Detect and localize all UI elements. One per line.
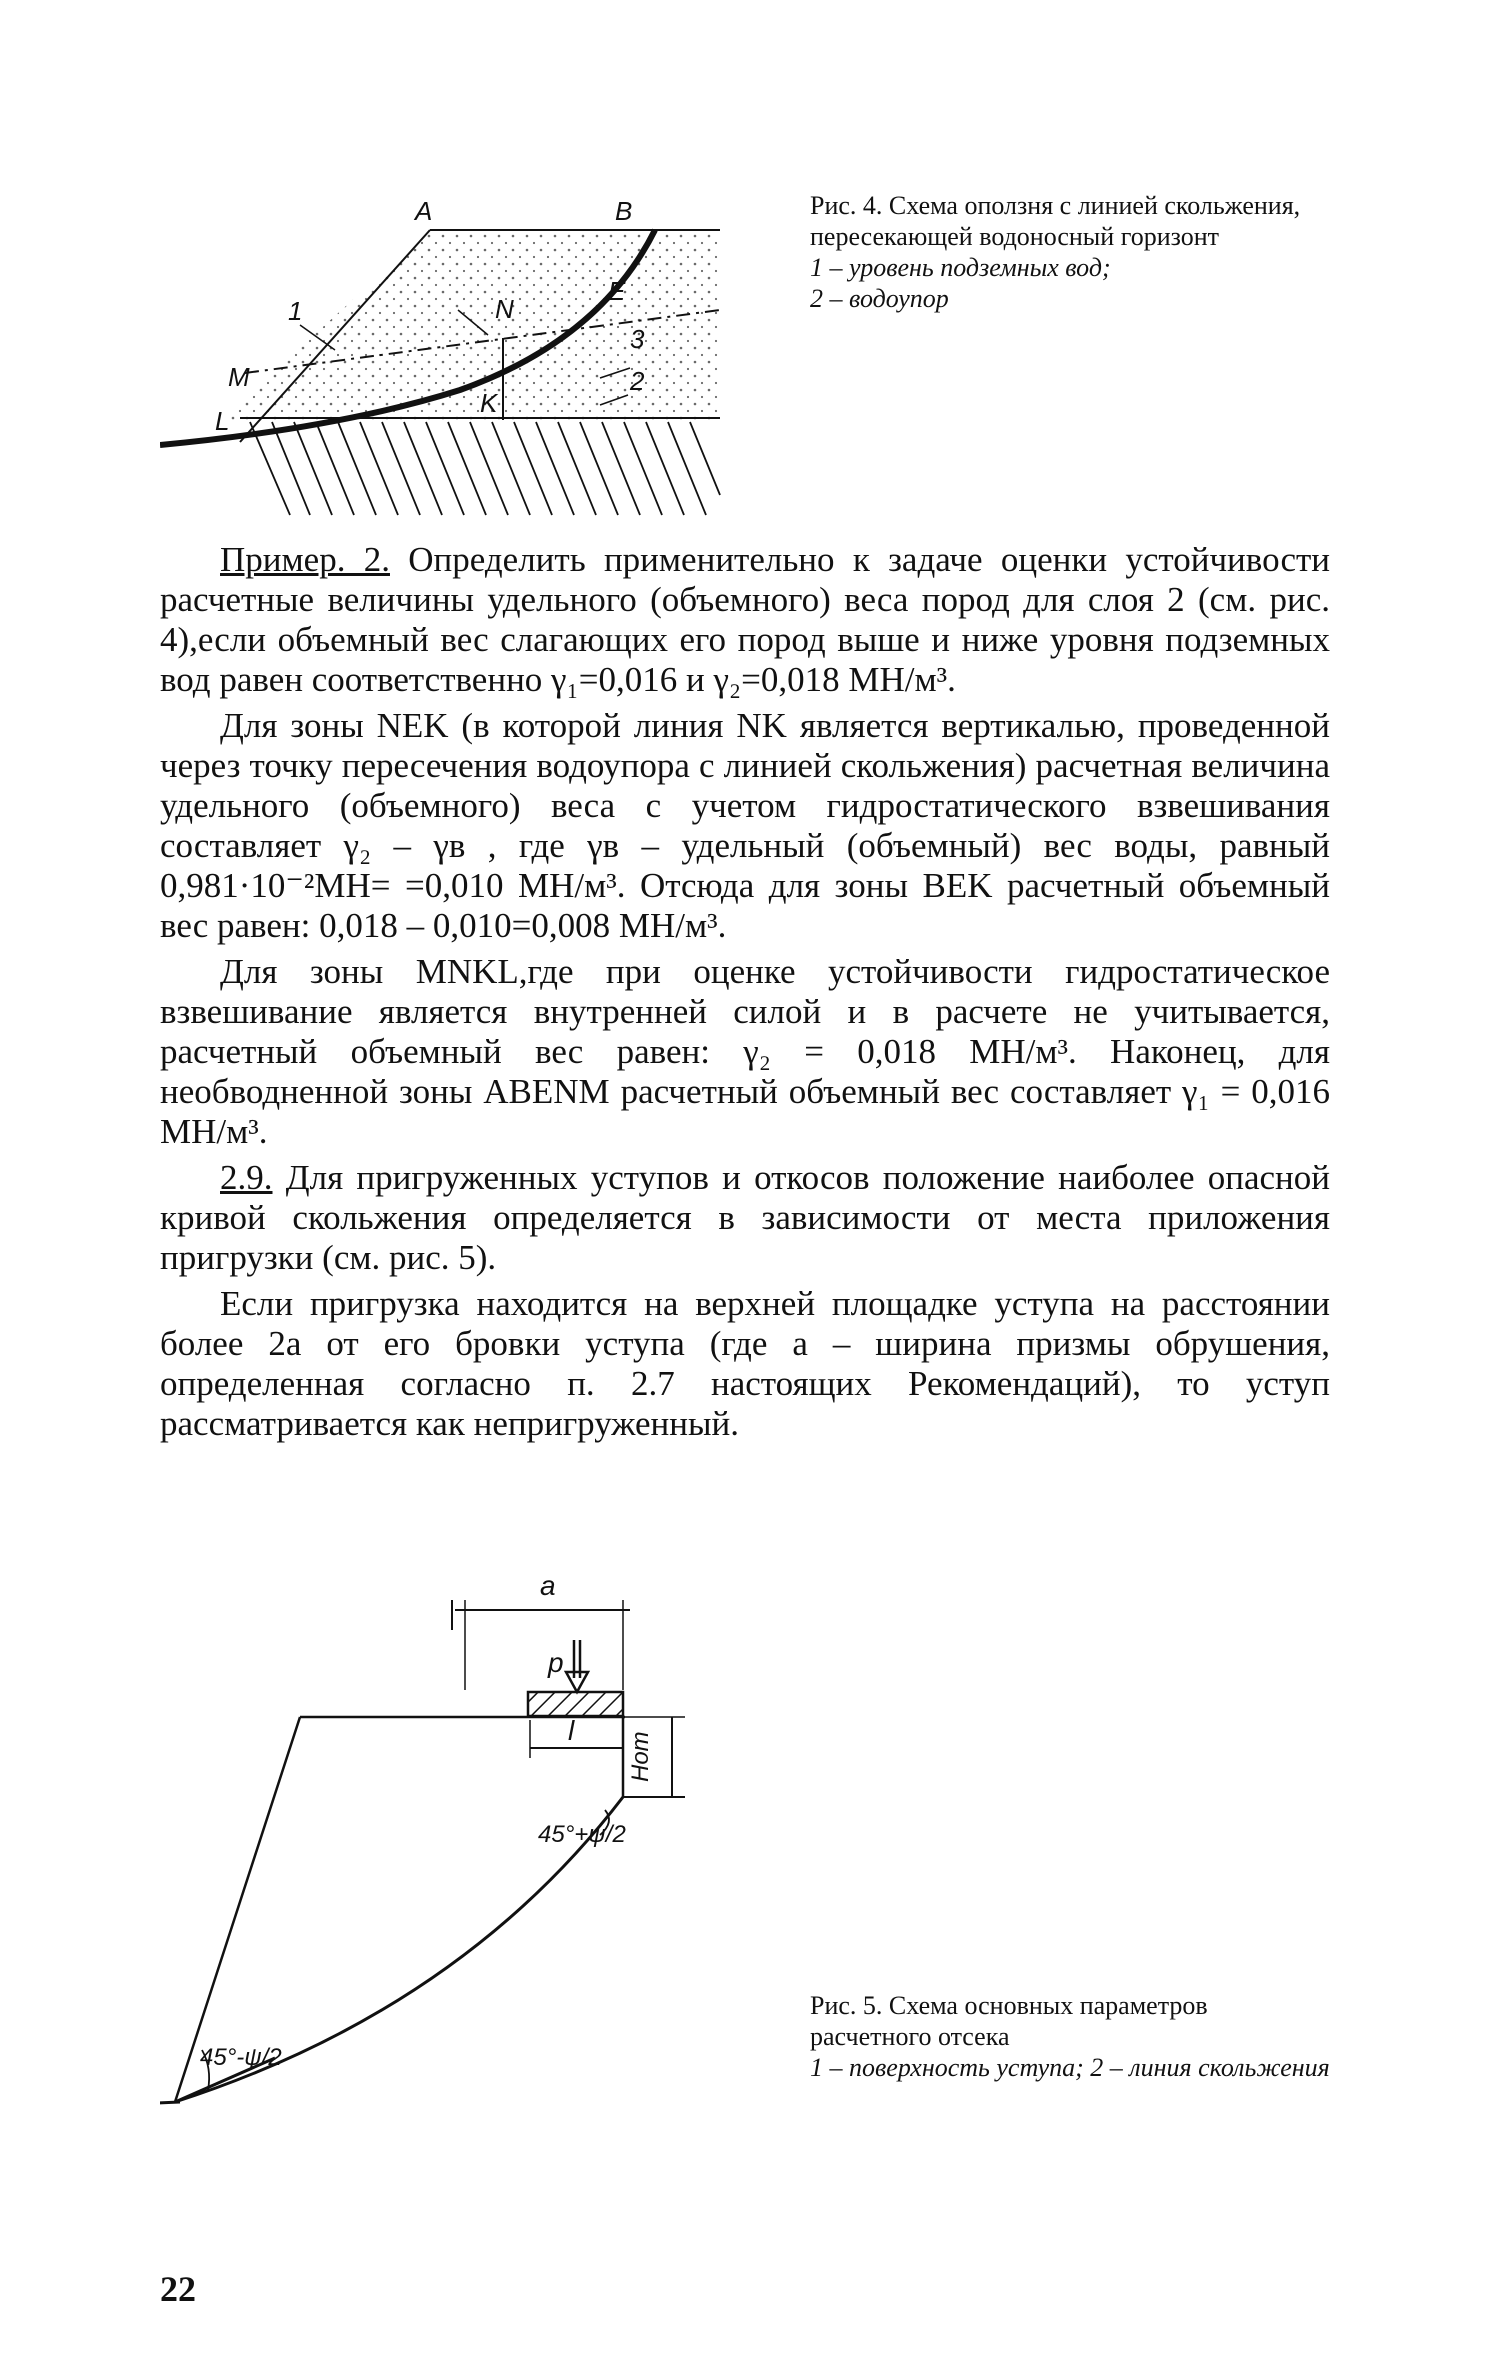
section-2-9-paragraph <box>160 1158 1330 1278</box>
figure-4-caption <box>810 190 1330 314</box>
fig5-label-p: p <box>548 1647 564 1678</box>
fig5-angle-bottom: 45°-ψ/2 <box>200 2044 282 2071</box>
fig5-label-l: l <box>568 1715 575 1746</box>
fig4-label-a: A <box>415 196 433 226</box>
figure-4-diagram <box>160 190 750 520</box>
fig5-angle-top: 45°+ψ/2 <box>538 1821 626 1848</box>
figure-5-caption <box>810 1990 1330 2083</box>
figure-4-legend-1: 1 – уровень подземных вод; <box>810 253 1111 282</box>
example-paragraph-1-text: Определить применительно к задаче оценки устойчивости расчетные величины удельного (объемного) веса пород для слоя 2 (см. рис. 4),если объемный вес слагающих его пород выше и ниже уровня подземных вод равен соответственно γ₁=0,016 и γ₂=0,018 МН/м³. <box>160 540 1331 699</box>
fig5-label-h: Hот <box>627 1731 654 1782</box>
fig4-label-3: 3 <box>630 324 645 354</box>
figure-5-title: Рис. 5. Схема основных параметров расчетного отсека <box>810 1991 1208 2051</box>
fig4-label-n: N <box>495 294 514 324</box>
example-paragraph-3: Для зоны MNKL,где при оценке устойчивости гидростатическое взвешивание является внутренней силой и в расчете не учитывается, расчетный объемный вес равен: γ₂ = 0,018 МН/м³. Наконец, для необводненной зоны ABENM расчетный объемный вес составляет γ₁ = 0,016 МН/м³. <box>160 952 1330 1151</box>
section-paragraph-2: Если пригрузка находится на верхней площадке уступа на расстоянии более 2a от его бровки уступа (где a – ширина призмы обрушения, определенная согласно п. 2.7 настоящих Рекомендаций), то уступ рассматривается как непригруженный. <box>160 1284 1330 1443</box>
page-number: 22 <box>160 2269 196 2309</box>
fig4-label-2: 2 <box>630 366 645 396</box>
figure-5-legend: 1 – поверхность уступа; 2 – линия скольжения <box>810 2053 1330 2082</box>
fig4-label-m: M <box>228 362 250 392</box>
example-paragraph-2: Для зоны NEK (в которой линия NK является вертикалью, проведенной через точку пересечения водоупора с линией скольжения) расчетная величина удельного (объемного) веса с учетом гидростатического взвешивания составляет γ₂ – γв , где γв – удельный (объемный) вес воды, равный 0,981·10⁻²МН= =0,010 МН/м³. Отсюда для зоны BEK расчетный объемный вес равен: 0,018 – 0,010=0,008 МН/м³. <box>160 706 1330 945</box>
figure-4-legend-2: 2 – водоупор <box>810 284 949 313</box>
fig4-label-1: 1 <box>288 296 303 326</box>
fig5-label-a: a <box>540 1570 556 1601</box>
section-2-9-text: Для пригруженных уступов и откосов положение наиболее опасной кривой скольжения определяется в зависимости от места приложения пригрузки (см. рис. 5). <box>160 1158 1330 1277</box>
section-number: 2.9. <box>220 1158 273 1197</box>
example-heading: Пример. 2. <box>220 540 390 579</box>
example-paragraph-1 <box>160 540 1330 700</box>
fig4-label-e: E <box>608 276 626 306</box>
figure-4-title: Рис. 4. Схема оползня с линией скольжения, пересекающей водоносный горизонт <box>810 191 1301 251</box>
fig4-label-l: L <box>215 406 230 436</box>
figure-5-diagram <box>160 1560 780 2120</box>
fig4-label-k: K <box>480 388 498 418</box>
fig4-label-b: B <box>615 196 633 226</box>
main-text <box>160 540 1330 1444</box>
